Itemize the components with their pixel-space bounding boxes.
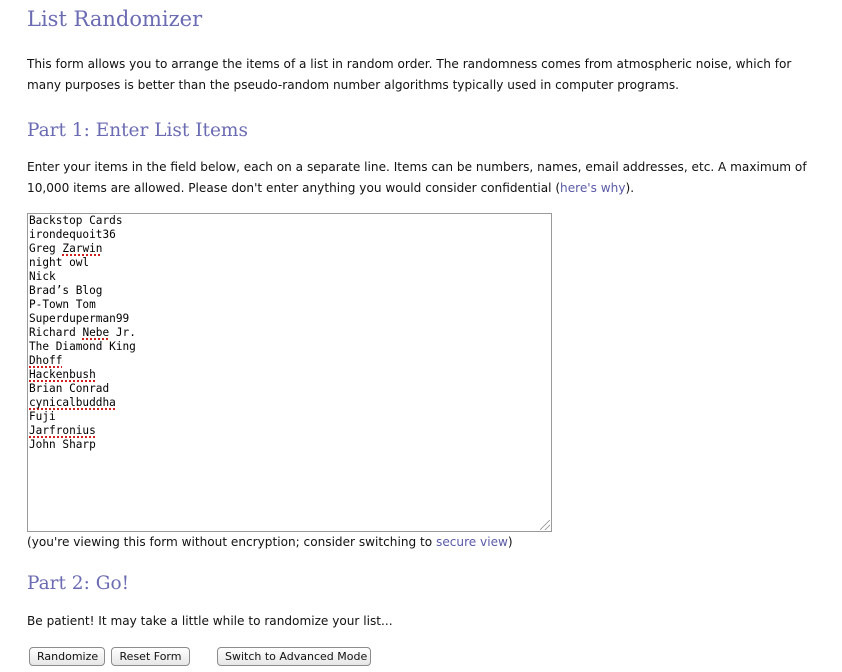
item-text: Brad’s Blog (29, 284, 103, 297)
secure-note-end: ) (507, 535, 513, 549)
secure-note (27, 532, 817, 553)
page-title: List Randomizer (27, 7, 203, 31)
list-item-line (29, 424, 551, 438)
item-text: Brian Conrad (29, 382, 110, 395)
part2-heading: Part 2: Go! (27, 573, 130, 594)
secure-note-text: (you're viewing this form without encryption; consider switching to (27, 535, 437, 549)
part1-heading: Part 1: Enter List Items (27, 120, 248, 141)
list-items-textarea[interactable] (27, 213, 552, 532)
item-text: irondequoit36 (29, 228, 116, 241)
list-item-line (29, 214, 551, 228)
item-text: Richard (29, 326, 83, 339)
reset-form-button[interactable]: Reset Form (111, 647, 190, 666)
misspelled-word: Hackenbush (29, 368, 96, 381)
list-item-line (29, 312, 551, 326)
heres-why-link[interactable]: here's why (560, 181, 626, 195)
secure-view-link[interactable]: secure view (436, 535, 508, 549)
resize-grip-icon[interactable] (540, 520, 550, 530)
instructions-body: Enter your items in the field below, each on a separate line. Items can be numbers, names, email addresses, etc. A maximum of 10,000 items are allowed. Please don't enter anything you would consider confidential ( (27, 160, 807, 195)
advanced-mode-button[interactable]: Switch to Advanced Mode (217, 647, 371, 666)
intro-text: This form allows you to arrange the items of a list in random order. The randomness comes from atmospheric noise, which for many purposes is better than the pseudo-random number algorithms typically used in computer programs. (27, 57, 792, 92)
list-item-line (29, 242, 551, 256)
list-item-line (29, 284, 551, 298)
list-item-line (29, 438, 551, 452)
instructions-end: ). (625, 181, 635, 195)
item-text: Nick (29, 270, 56, 283)
list-item-line (29, 270, 551, 284)
randomize-button[interactable]: Randomize (29, 647, 105, 666)
item-text: Backstop Cards (29, 214, 123, 227)
misspelled-word: Zarwin (62, 242, 103, 255)
item-text: night owl (29, 256, 90, 269)
list-item-line (29, 410, 551, 424)
item-text: John Sharp (29, 438, 96, 451)
item-text: Greg (29, 242, 63, 255)
list-item-line (29, 340, 551, 354)
list-item-line (29, 396, 551, 410)
list-item-line (29, 382, 551, 396)
patience-text: Be patient! It may take a little while to randomize your list... (27, 614, 393, 628)
item-text: Superduperman99 (29, 312, 130, 325)
list-item-line (29, 228, 551, 242)
item-text: P-Town Tom (29, 298, 96, 311)
list-item-line (29, 354, 551, 368)
list-item-line (29, 256, 551, 270)
item-text: The Diamond King (29, 340, 136, 353)
misspelled-word: Nebe (82, 326, 110, 339)
misspelled-word: Jarfronius (29, 424, 96, 437)
item-text: Fuji (29, 410, 56, 423)
misspelled-word: cynicalbuddha (29, 396, 116, 409)
list-item-line (29, 298, 551, 312)
instructions-text (27, 157, 817, 199)
item-text: Jr. (109, 326, 136, 339)
misspelled-word: Dhoff (29, 354, 63, 367)
list-item-line (29, 326, 551, 340)
list-item-line (29, 368, 551, 382)
